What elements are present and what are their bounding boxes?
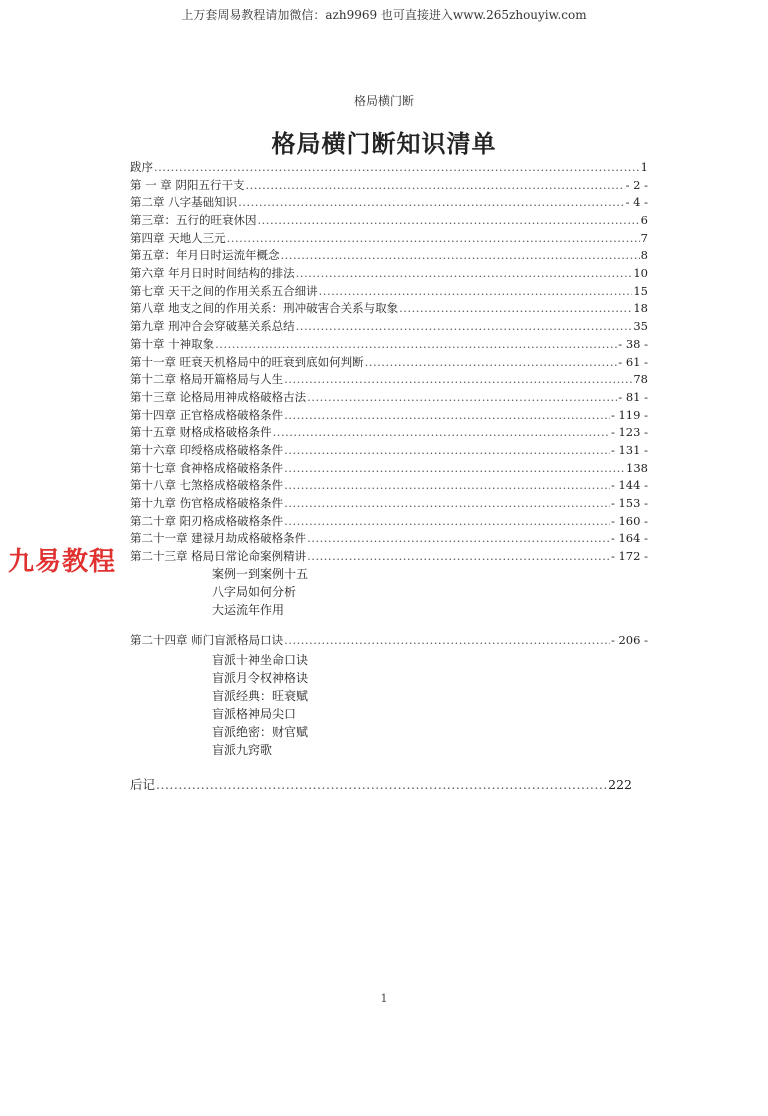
toc-entry-label: 第八章 地支之间的作用关系：刑冲破害合关系与取象 (130, 301, 399, 316)
toc-entry (130, 513, 648, 531)
toc-entry-label: 第三章：五行的旺衰休因 (130, 213, 257, 228)
toc-entry-label: 第十一章 旺衰天机格局中的旺衰到底如何判断 (130, 354, 364, 369)
toc-entry (130, 194, 648, 212)
toc-entry-page: - 4 - (625, 195, 648, 210)
toc-entry-page: 1 (640, 159, 648, 174)
toc-entry-page: 7 (640, 230, 648, 245)
toc-leader-dots (284, 460, 625, 478)
toc-entry-page: 35 (633, 319, 648, 334)
toc-leader-dots (245, 177, 624, 195)
toc-leader-dots (284, 632, 610, 650)
sub-item: 盲派月令权神格诀 (212, 671, 309, 685)
toc-entry-page: - 160 - (610, 513, 648, 528)
toc-entry (130, 389, 648, 407)
toc-entry-page: 8 (640, 248, 648, 263)
toc-entry (130, 301, 648, 319)
toc-entry-label: 第十四章 正官格成格破格条件 (130, 407, 284, 422)
toc-leader-dots (284, 407, 610, 425)
toc-entry-page: - 119 - (610, 407, 648, 422)
watermark-logo: 九易教程 (8, 547, 117, 577)
toc-entry (130, 460, 648, 478)
toc-entry (130, 265, 648, 283)
toc-entry-label: 第十八章 七煞格成格破格条件 (130, 478, 284, 493)
toc-leader-dots (284, 513, 610, 531)
toc-entry (130, 283, 648, 301)
toc-entry (130, 477, 648, 495)
toc-entry-page: - 206 - (610, 632, 648, 647)
table-of-contents (130, 159, 648, 566)
toc-entry-label: 第 一 章 阴阳五行干支 (130, 177, 245, 192)
toc-entry (130, 632, 648, 650)
toc-entry-label: 第十章 十神取象 (130, 336, 215, 351)
toc-entry (130, 177, 648, 195)
toc-entry-page: - 81 - (618, 389, 648, 404)
toc-entry (130, 318, 648, 336)
toc-entry (130, 212, 648, 230)
toc-entry-label: 第六章 年月日时时间结构的排法 (130, 266, 295, 281)
sub-item: 盲派格神局尖口 (212, 707, 297, 721)
toc-entry-page: 6 (640, 213, 648, 228)
toc-entry (130, 548, 648, 566)
toc-entry (130, 336, 648, 354)
toc-entry-page: 10 (633, 266, 648, 281)
toc-entry-label: 第二十四章 师门盲派格局口诀 (130, 632, 284, 647)
toc-leader-dots (284, 442, 610, 460)
toc-entry-page: - 2 - (625, 177, 648, 192)
toc-afterword (130, 776, 632, 794)
chapter-24-sublist (212, 651, 308, 759)
toc-entry-label: 后记 (130, 776, 156, 792)
toc-leader-dots (319, 283, 633, 301)
toc-entry (130, 442, 648, 460)
toc-entry (130, 407, 648, 425)
toc-entry (130, 776, 632, 794)
toc-entry (130, 354, 648, 372)
toc-leader-dots (258, 212, 640, 230)
toc-entry-label: 第二十一章 建禄月劫成格破格条件 (130, 531, 307, 546)
toc-leader-dots (227, 230, 640, 248)
chapter-23-sublist (212, 565, 308, 619)
toc-entry-label: 第九章 刑冲合会穿破墓关系总结 (130, 319, 295, 334)
toc-chapter-24 (130, 632, 648, 650)
toc-entry-label: 第五章：年月日时运流年概念 (130, 248, 280, 263)
toc-entry-label: 第四章 天地人三元 (130, 230, 226, 245)
toc-leader-dots (296, 318, 633, 336)
sub-item: 盲派十神坐命口诀 (212, 653, 309, 667)
toc-entry-label: 跋序 (130, 159, 153, 174)
page-title: 格局横门断知识清单 (271, 130, 497, 158)
toc-leader-dots (307, 530, 610, 548)
toc-entry-page: - 123 - (610, 425, 648, 440)
toc-leader-dots (307, 389, 617, 407)
toc-entry-page: - 131 - (610, 442, 648, 457)
toc-entry-page: - 61 - (618, 354, 648, 369)
toc-entry-page: 78 (633, 372, 648, 387)
toc-entry (130, 371, 648, 389)
toc-entry-page: 138 (626, 460, 648, 475)
toc-leader-dots (156, 776, 607, 794)
toc-leader-dots (296, 265, 633, 283)
page-number: 1 (380, 992, 388, 1005)
sub-item: 案例一到案例十五 (212, 567, 309, 581)
toc-leader-dots (154, 159, 640, 177)
toc-entry-label: 第二章 八字基础知识 (130, 195, 238, 210)
toc-entry (130, 530, 648, 548)
sub-item: 大运流年作用 (212, 603, 285, 617)
toc-entry (130, 159, 648, 177)
toc-leader-dots (284, 495, 610, 513)
toc-entry-page: 18 (633, 301, 648, 316)
toc-entry-label: 第十九章 伤官格成格破格条件 (130, 496, 284, 511)
toc-leader-dots (215, 336, 617, 354)
toc-entry (130, 247, 648, 265)
toc-entry-label: 第七章 天干之间的作用关系五合细讲 (130, 283, 318, 298)
sub-item: 八字局如何分析 (212, 585, 297, 599)
toc-entry (130, 230, 648, 248)
toc-entry-page: - 153 - (610, 496, 648, 511)
header-title: 格局横门断 (353, 94, 414, 108)
toc-entry (130, 424, 648, 442)
toc-entry-label: 第二十三章 格局日常论命案例精讲 (130, 549, 307, 564)
toc-leader-dots (284, 371, 632, 389)
toc-entry-page: - 144 - (610, 478, 648, 493)
toc-entry-page: 222 (608, 776, 632, 792)
sub-item: 盲派绝密：财官赋 (212, 725, 309, 739)
toc-leader-dots (399, 301, 632, 319)
toc-entry-label: 第十七章 食神格成格破格条件 (130, 460, 284, 475)
toc-entry-label: 第十二章 格局开篇格局与人生 (130, 372, 284, 387)
sub-item: 盲派九窍歌 (212, 743, 273, 757)
top-note: 上万套周易教程请加微信：azh9969 也可直接进入www.265zhouyiw.com (181, 8, 587, 22)
toc-entry-label: 第二十章 阳刃格成格破格条件 (130, 513, 284, 528)
toc-entry-page: - 172 - (610, 549, 648, 564)
toc-leader-dots (238, 194, 624, 212)
sub-item: 盲派经典：旺衰赋 (212, 689, 309, 703)
toc-entry-page: - 164 - (610, 531, 648, 546)
toc-leader-dots (365, 354, 618, 372)
toc-entry-label: 第十六章 印绶格成格破格条件 (130, 442, 284, 457)
toc-leader-dots (284, 477, 610, 495)
toc-entry-page: - 38 - (618, 336, 648, 351)
toc-leader-dots (273, 424, 610, 442)
toc-entry-label: 第十五章 财格成格破格条件 (130, 425, 272, 440)
toc-entry-page: 15 (633, 283, 648, 298)
toc-entry (130, 495, 648, 513)
toc-leader-dots (281, 247, 640, 265)
toc-leader-dots (307, 548, 610, 566)
toc-entry-label: 第十三章 论格局用神成格破格古法 (130, 389, 307, 404)
